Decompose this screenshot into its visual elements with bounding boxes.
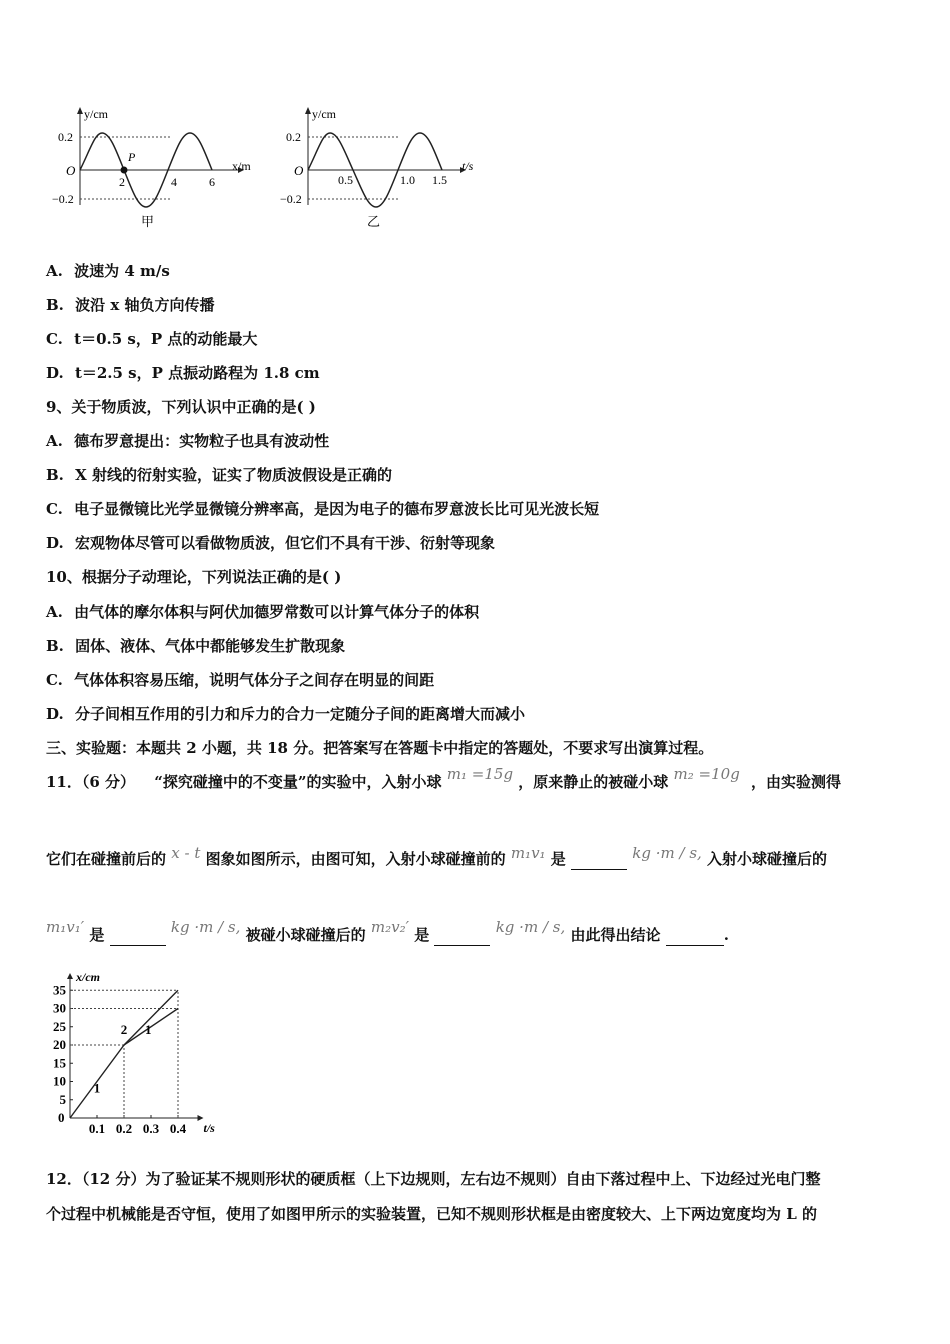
yi-y-arrow [305,107,311,114]
q11-xt: x - t [171,844,201,862]
jia-y-arrow [77,107,83,114]
chart-y-arrow [67,973,73,979]
q9-option-c-letter: C. [46,500,63,518]
q11-blank-4[interactable] [666,925,724,946]
chart-x-tick-label: 0.3 [142,1121,160,1136]
yi-y-label: y/cm [312,107,336,121]
q11-line-2 [46,844,828,870]
yi-x-tick-10: 1.0 [400,173,415,187]
jia-point-p [121,167,128,174]
q11-text-8: 由此得出结论 [570,926,661,944]
q9-option-a-text: 德布罗意提出：实物粒子也具有波动性 [74,432,330,450]
q11-text-3: ，由实验测得 [751,773,842,791]
q10-option-b [46,636,345,656]
q11-unit-3: kg ·m / s, [495,918,566,936]
q10-option-c-letter: C. [46,671,63,689]
q11-blank-3[interactable] [434,925,490,946]
yi-origin: O [294,163,304,178]
q10-option-b-text: 固体、液体、气体中都能够发生扩散现象 [75,637,346,655]
chart-x-tick-label: 0.1 [88,1121,106,1136]
q9-option-c-text: 电子显微镜比光学显微镜分辨率高，是因为电子的德布罗意波长比可见光波长短 [74,500,600,518]
chart-line-label: 2 [120,1022,128,1038]
q11-is-3: 是 [414,926,430,944]
chart-y-tick-label: 20 [53,1037,66,1052]
jia-y-tick-bottom: −0.2 [52,192,74,206]
q11-text-6: 入射小球碰撞后的 [707,850,828,868]
chart-x-tick-label: 0.2 [115,1121,133,1136]
q11-text-4: 它们在碰撞前后的 [46,850,167,868]
q8-option-b [46,295,215,315]
chart-y-tick-label: 30 [53,1000,66,1016]
chart-y-tick-label: 35 [53,982,66,998]
q8-option-c-text: t＝0.5 s，P 点的动能最大 [74,330,258,348]
q11-m1v1-prime: m₁v₁′ [46,918,85,936]
yi-x-label: t/s [462,159,474,173]
q8-option-a [46,261,170,281]
q9-option-c [46,499,599,519]
jia-x-tick-2: 2 [119,175,125,189]
q8-option-a-text: 波速为 4 m/s [74,262,170,280]
q11-m1v1: m₁v₁ [510,844,546,862]
q10-option-c-text: 气体体积容易压缩，说明气体分子之间存在明显的间距 [74,671,435,689]
chart-y-tick-label: 5 [59,1091,66,1107]
chart-y-tick-label: 25 [53,1018,66,1034]
q11-m2: m₂ =10g [673,765,740,783]
yi-y-tick-top: 0.2 [286,130,301,144]
q10-option-b-letter: B. [46,637,64,655]
yi-y-tick-bottom: −0.2 [280,192,302,206]
q9-option-b-text: X 射线的衍射实验，证实了物质波假设是正确的 [75,466,393,484]
chart-y-tick-label: 10 [53,1073,66,1089]
q9-option-d-letter: D. [46,534,64,552]
q11-text-2: ，原来静止的被碰小球 [518,773,669,791]
q9-option-a-letter: A. [46,432,63,450]
q10-option-d [46,704,525,724]
chart-x-label: t/s [203,1121,215,1135]
q8-option-a-letter: A. [46,262,63,280]
yi-caption: 乙 [367,214,381,229]
jia-y-label: y/cm [84,107,108,121]
q10-option-c [46,670,434,690]
chart-y-label: x/cm [76,969,100,984]
q8-option-d [46,363,320,383]
q11-line-3 [46,918,729,946]
q8-option-d-letter: D. [46,364,64,382]
jia-origin: O [66,163,76,178]
q11-number: 11．（6 分） [46,773,136,791]
q12-line-2: 个过程中机械能是否守恒，使用了如图甲所示的实验装置，已知不规则形状框是由密度较大、上下两边宽度均为 L 的 [46,1205,817,1223]
q11-m1: m₁ =15g [446,765,514,783]
figure-yi [280,100,495,235]
chart-x-tick-label: 0.4 [169,1121,187,1136]
q10-option-a-letter: A. [46,603,63,621]
q11-blank-2[interactable] [110,925,166,946]
chart-line-label: 1 [93,1080,101,1096]
q11-unit-2: kg ·m / s, [170,918,241,936]
yi-x-tick-05: 0.5 [338,173,353,187]
q11-end: . [723,926,729,944]
q11-is-2: 是 [89,926,105,944]
q8-option-b-letter: B. [46,296,64,314]
q9-option-a [46,431,329,451]
jia-x-label: x/m [232,159,251,173]
chart-origin-label: 0 [58,1110,65,1125]
q11-blank-1[interactable] [571,849,627,870]
q11-is-1: 是 [550,850,566,868]
chart-y-tick-label: 15 [53,1055,66,1071]
q8-option-c [46,329,257,349]
jia-y-tick-top: 0.2 [58,130,73,144]
q9-option-d [46,533,495,553]
jia-point-label: P [128,150,136,164]
q12-line-1: 12．（12 分）为了验证某不规则形状的硬质框（上下边规则，左右边不规则）自由下落过程中上、下边经过光电门整 [46,1170,821,1188]
q11-m2v2-prime: m₂v₂′ [370,918,409,936]
q10-stem: 10、根据分子动理论，下列说法正确的是( ) [46,568,342,586]
jia-x-tick-4: 4 [171,175,177,189]
q11-text-5: 图象如图所示，由图可知，入射小球碰撞前的 [205,850,506,868]
figure-jia [50,100,265,235]
q9-option-b [46,465,392,485]
q9-stem: 9、关于物质波，下列认识中正确的是( ) [46,398,316,416]
yi-x-tick-15: 1.5 [432,173,447,187]
q11-text-1: “探究碰撞中的不变量”的实验中，入射小球 [154,773,442,791]
q9-option-b-letter: B. [46,466,64,484]
jia-x-tick-6: 6 [209,175,215,189]
section-3-heading: 三、实验题：本题共 2 小题，共 18 分。把答案写在答题卡中指定的答题处，不要求写出演算过程。 [46,739,714,757]
jia-caption: 甲 [141,214,155,229]
q10-option-a [46,602,479,622]
q10-option-d-text: 分子间相互作用的引力和斥力的合力一定随分子间的距离增大而减小 [74,705,525,723]
q9-option-d-text: 宏观物体尽管可以看做物质波，但它们不具有干涉、衍射等现象 [74,534,495,552]
q11-unit-1: kg ·m / s, [632,844,702,862]
xt-chart [40,968,230,1138]
q10-option-a-text: 由气体的摩尔体积与阿伏加德罗常数可以计算气体分子的体积 [74,603,480,621]
q11-line-1 [46,765,842,792]
q8-option-b-text: 波沿 x 轴负方向传播 [75,296,215,314]
q8-option-c-letter: C. [46,330,63,348]
q10-option-d-letter: D. [46,705,64,723]
chart-line-label: 1 [145,1022,152,1038]
q8-option-d-text: t＝2.5 s，P 点振动路程为 1.8 cm [74,364,320,382]
q11-text-7: 被碰小球碰撞后的 [245,926,366,944]
